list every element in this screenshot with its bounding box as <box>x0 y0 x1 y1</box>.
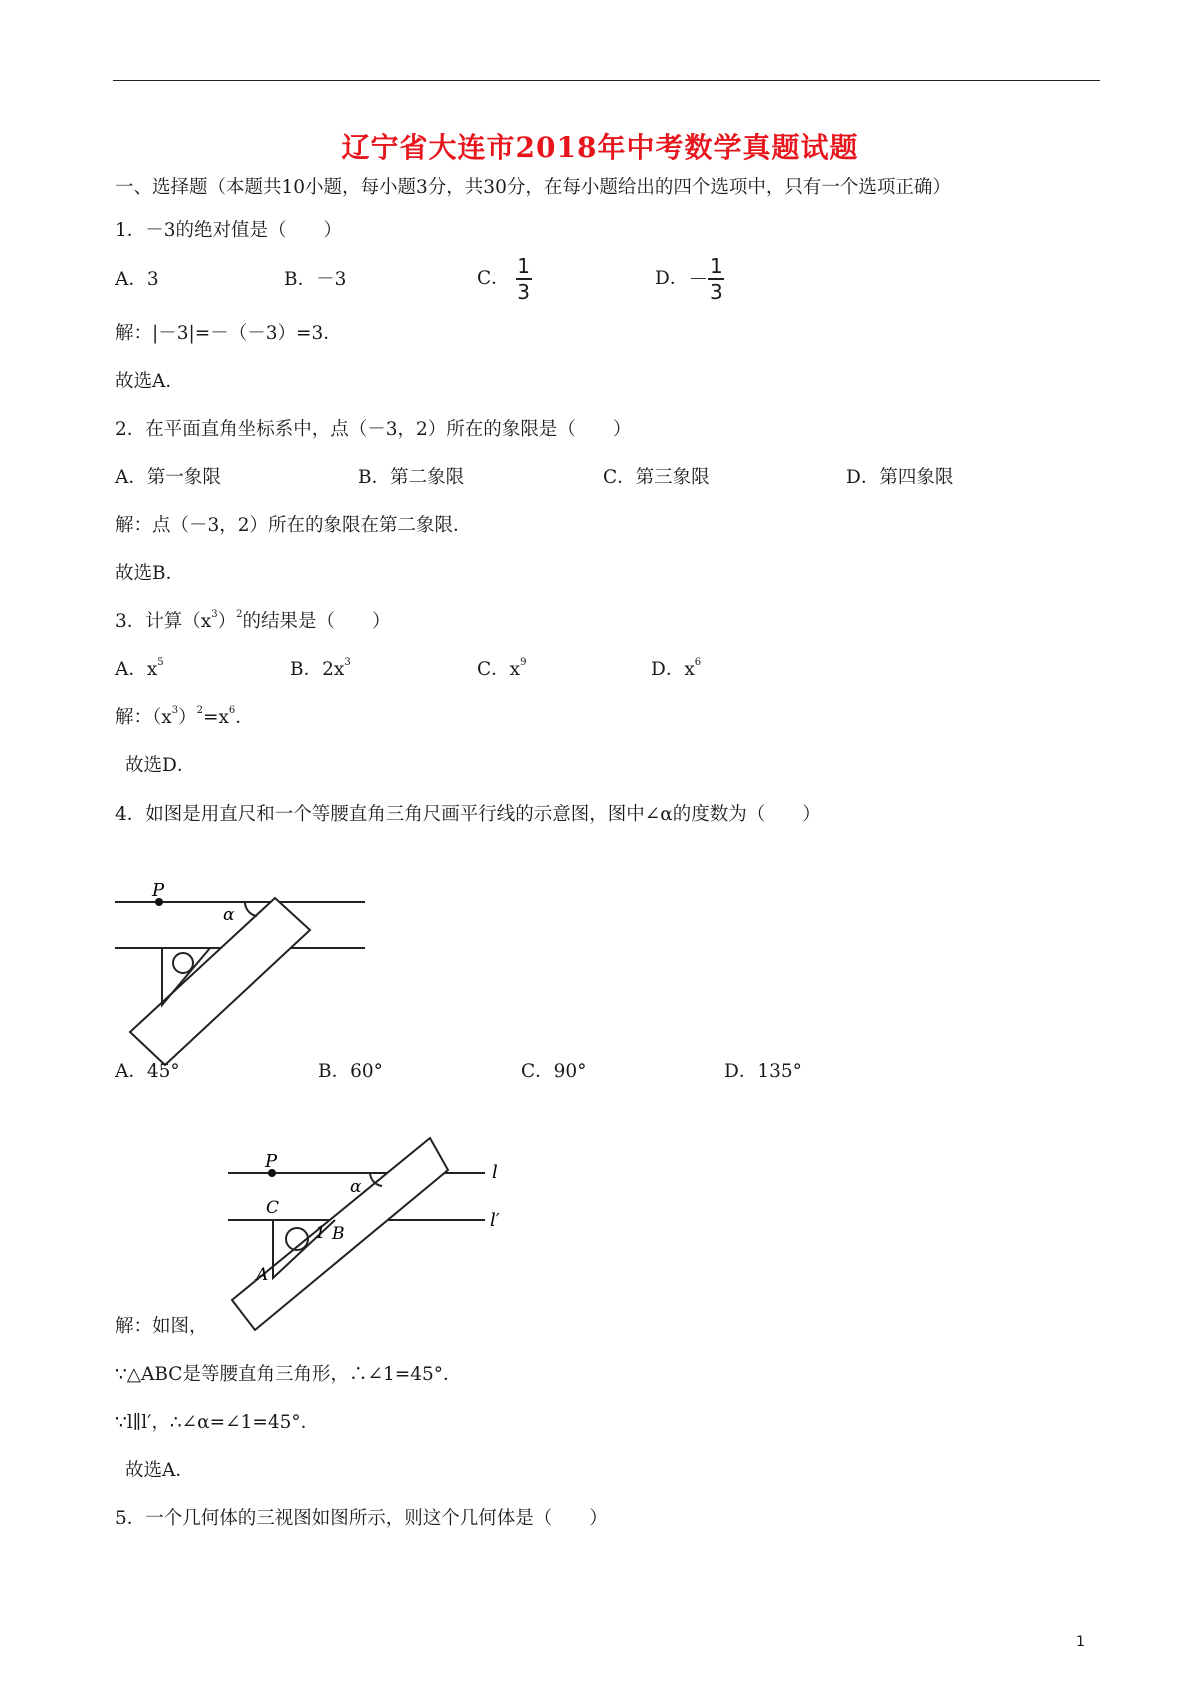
q4-solution-step1: ∵△ABC是等腰直角三角形，∴∠1=45°． <box>115 1364 462 1385</box>
q2-answer: 故选B． <box>115 563 185 584</box>
q2-option-b: B．第二象限 <box>358 467 465 488</box>
q4-solution-intro: 解：如图， <box>115 1316 208 1337</box>
q2-stem: 2．在平面直角坐标系中，点（－3，2）所在的象限是（ ） <box>115 419 632 440</box>
q3-solution: 解：$(x^3)^2=x^6$． <box>115 705 254 728</box>
q4-solution-figure <box>220 1128 520 1338</box>
q1-option-c-label: C． <box>477 268 510 289</box>
q4-solution-figure-label-p: P <box>265 1151 278 1172</box>
q4-solution-figure-label-c: C <box>266 1198 280 1218</box>
page-title: 辽宁省大连市2018年中考数学真题试题 <box>341 131 859 164</box>
q1-option-a: A．3 <box>115 269 159 290</box>
q4-option-c: C．90° <box>521 1061 587 1082</box>
q5-stem: 5．一个几何体的三视图如图所示，则这个几何体是（ ） <box>115 1508 608 1529</box>
q4-figure-circle <box>173 953 193 973</box>
q4-figure-label-alpha: α <box>223 905 235 925</box>
q2-option-c: C．第三象限 <box>603 467 710 488</box>
q4-solution-figure-label-l2: l′ <box>490 1210 500 1231</box>
q4-figure-label-p: P <box>152 880 165 901</box>
q1-option-c <box>477 255 532 303</box>
q3-option-a: A．$x^5$ <box>115 657 164 680</box>
q1-option-b: B．－3 <box>284 269 347 290</box>
header-rule <box>113 80 1100 81</box>
q4-answer: 故选A． <box>125 1460 194 1481</box>
q2-option-d: D．第四象限 <box>846 467 954 488</box>
q3-option-d: D．$x^6$ <box>651 657 702 680</box>
q4-option-d: D．135° <box>724 1061 802 1082</box>
q4-solution-figure-label-b: B <box>332 1224 345 1244</box>
q1-answer: 故选A． <box>115 371 184 392</box>
q4-figure-angle-arc <box>245 902 257 916</box>
q4-option-b: B．60° <box>318 1061 383 1082</box>
q3-option-c: C．$x^9$ <box>477 657 527 680</box>
q2-option-a: A．第一象限 <box>115 467 221 488</box>
q1-option-d-label: D． <box>655 268 689 289</box>
q1-option-d: D．－ $\frac{1}{3}$ <box>655 254 723 304</box>
q4-solution-figure-label-a: A <box>256 1265 269 1285</box>
q3-option-b: B．$2x^3$ <box>290 657 351 680</box>
q4-solution-step2: ∵l∥l′，∴∠α=∠1=45°． <box>115 1412 320 1433</box>
q3-answer: 故选D． <box>125 755 196 776</box>
q4-solution-figure-label-alpha: α <box>350 1177 362 1197</box>
q4-option-a: A．45° <box>115 1061 180 1082</box>
q4-figure-ruler <box>130 898 310 1065</box>
section-heading: 一、选择题（本题共10小题，每小题3分，共30分，在每小题给出的四个选项中，只有一个选项正确） <box>115 177 951 198</box>
q1-option-c-fraction: $\frac{1}{3}$ <box>517 254 531 304</box>
q4-solution-figure-label-l: l <box>492 1162 498 1183</box>
q2-solution: 解：点（－3，2）所在的象限在第二象限． <box>115 515 472 536</box>
page-number: 1 <box>1076 1634 1085 1650</box>
q1-solution: 解：|－3|=－（－3）=3． <box>115 323 342 344</box>
q3-stem: 3．计算$(x^3)^2$的结果是（ ） <box>115 609 391 632</box>
q4-solution-figure-label-one: 1 <box>315 1223 326 1243</box>
q1-stem: 1．－3的绝对值是（ ） <box>115 220 343 241</box>
q4-figure <box>110 860 380 1070</box>
q1-option-d-fraction: $\frac{1}{3}$ <box>709 254 723 304</box>
q4-stem: 4．如图是用直尺和一个等腰直角三角尺画平行线的示意图，图中∠α的度数为（ ） <box>115 804 821 825</box>
